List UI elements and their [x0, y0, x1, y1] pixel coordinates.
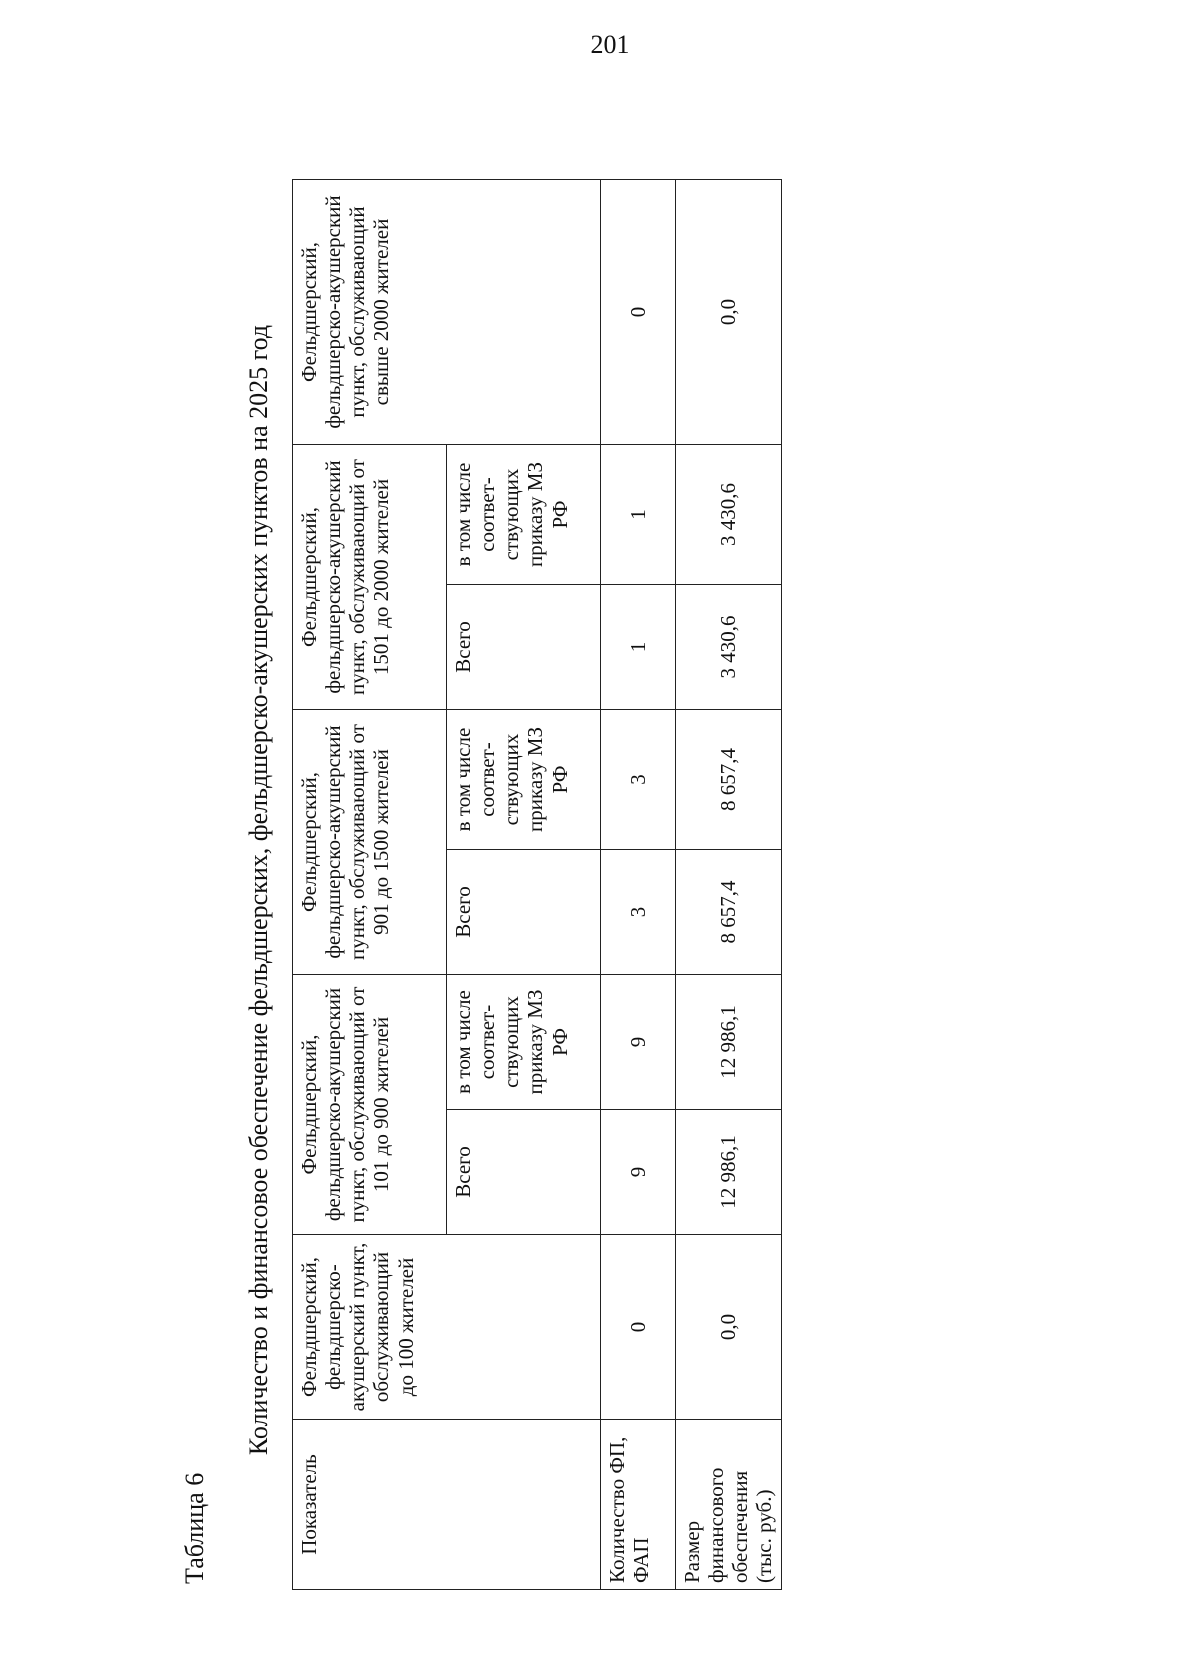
subheader-total: Всего — [447, 1110, 601, 1235]
table-cell: 0,0 — [676, 180, 782, 445]
table-cell: 9 — [601, 975, 676, 1110]
table-cell: 3 430,6 — [676, 445, 782, 585]
table-caption: Таблица 6 — [180, 1472, 209, 1584]
table-cell: 1 — [601, 445, 676, 585]
table-cell: 3 — [601, 850, 676, 975]
header-upto-100: Фельдшерский, фельдшерско-акушерский пункт, обслуживающий до 100 жителей — [293, 1235, 601, 1420]
table-title: Количество и финансовое обеспечение фельдшерских, фельдшерско-акушерских пунктов на 2025 год — [244, 324, 273, 1456]
table-cell: 12 986,1 — [676, 975, 782, 1110]
header-101-900: Фельдшерский, фельдшерско-акушерский пункт, обслуживающий от 101 до 900 жителей — [293, 975, 447, 1235]
rotated-table-block — [180, 160, 820, 1620]
row-label: Количество ФП, ФАП — [601, 1420, 676, 1590]
table-cell: 3 — [601, 710, 676, 850]
header-row-groups — [293, 180, 447, 1590]
subheader-compliant: в том числе соответ-ствующих приказу МЗ РФ — [447, 975, 601, 1110]
header-901-1500: Фельдшерский, фельдшерско-акушерский пункт, обслуживающий от 901 до 1500 жителей — [293, 710, 447, 975]
subheader-total: Всего — [447, 850, 601, 975]
table-cell: 0,0 — [676, 1235, 782, 1420]
funding-table — [292, 179, 782, 1590]
table-cell: 0 — [601, 1235, 676, 1420]
table-cell: 8 657,4 — [676, 850, 782, 975]
table-cell: 1 — [601, 585, 676, 710]
subheader-compliant: в том числе соответ-ствующих приказу МЗ РФ — [447, 710, 601, 850]
table-row-count — [601, 180, 676, 1590]
table-cell: 3 430,6 — [676, 585, 782, 710]
row-label: Размер финансового обеспечения (тыс. руб.) — [676, 1420, 782, 1590]
table-row-finance — [676, 180, 782, 1590]
header-indicator: Показатель — [293, 1420, 601, 1590]
subheader-compliant: в том числе соответ-ствующих приказу МЗ РФ — [447, 445, 601, 585]
header-over-2000: Фельдшерский, фельдшерско-акушерский пункт, обслуживающий свыше 2000 жителей — [293, 180, 601, 445]
header-1501-2000: Фельдшерский, фельдшерско-акушерский пункт, обслуживающий от 1501 до 2000 жителей — [293, 445, 447, 710]
table-cell: 9 — [601, 1110, 676, 1235]
table-cell: 8 657,4 — [676, 710, 782, 850]
table-cell: 0 — [601, 180, 676, 445]
table-cell: 12 986,1 — [676, 1110, 782, 1235]
page-number: 201 — [590, 30, 630, 59]
subheader-total: Всего — [447, 585, 601, 710]
